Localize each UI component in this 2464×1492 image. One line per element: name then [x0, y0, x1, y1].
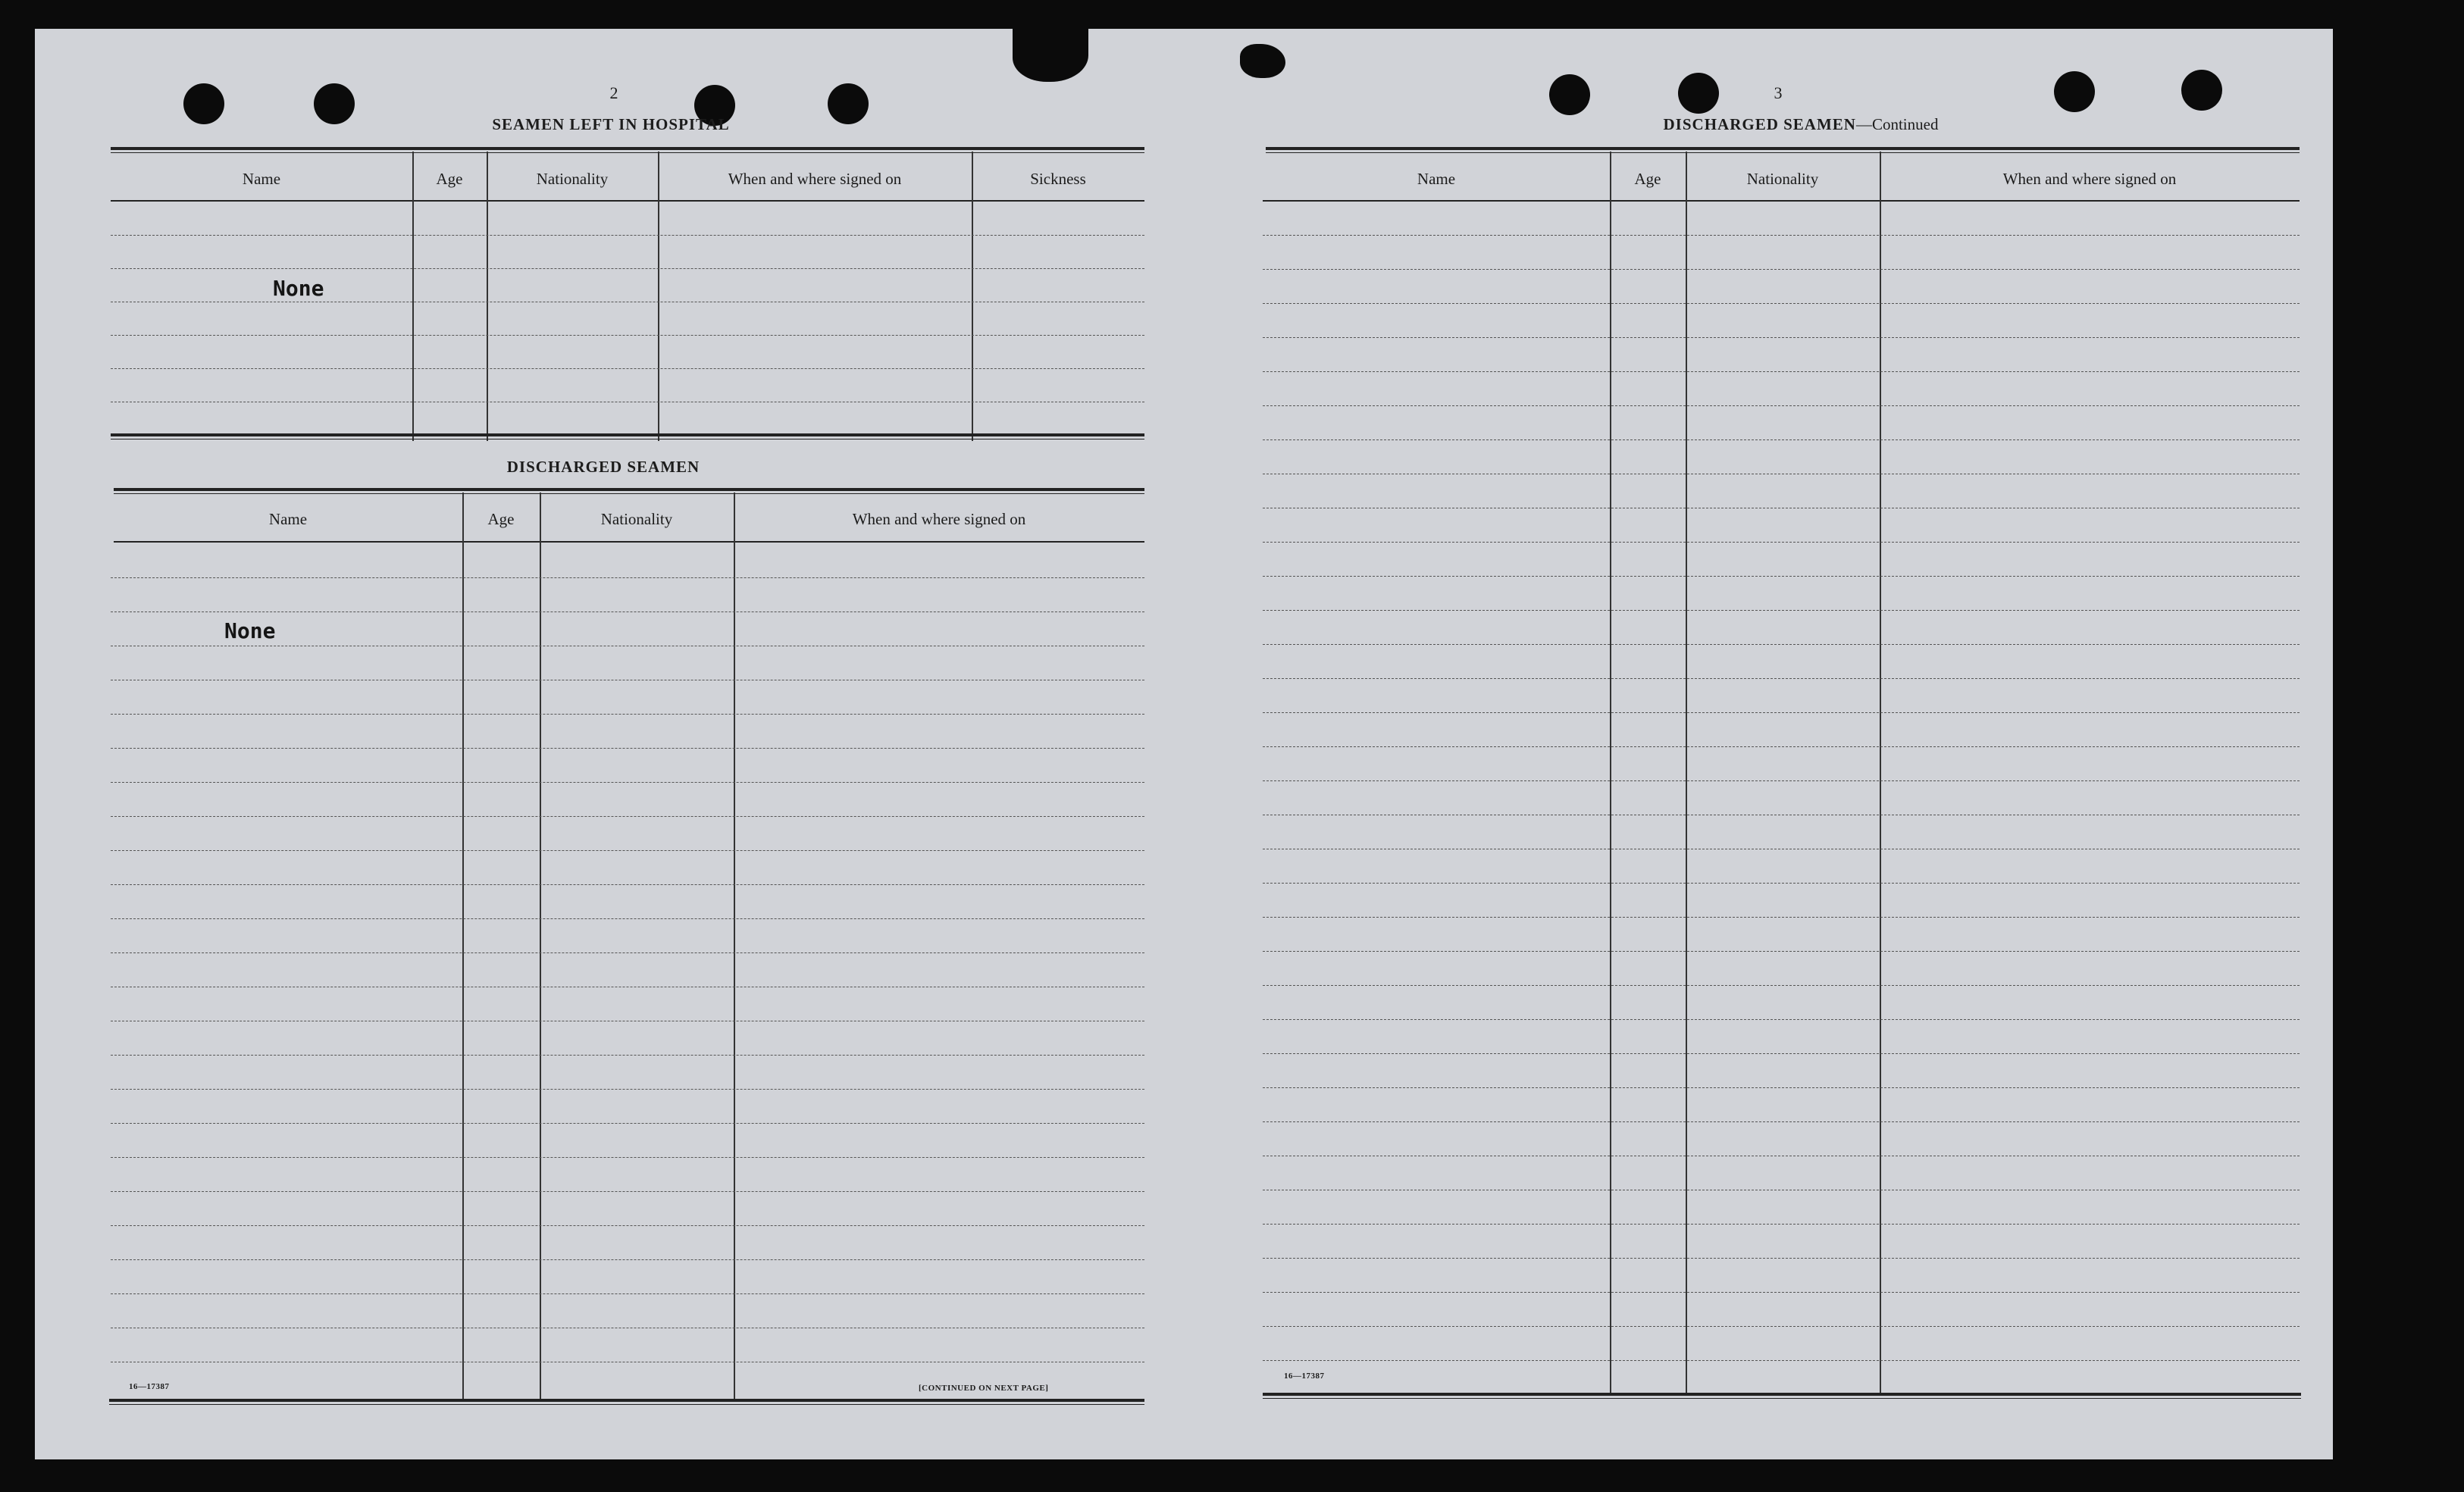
ruled-line — [1263, 917, 2300, 918]
column-header-name: Name — [1417, 169, 1456, 188]
ruled-line — [111, 1089, 1144, 1090]
torn-edge — [1240, 44, 1285, 78]
ruled-line — [1263, 780, 2300, 781]
column-header-signed-on: When and where signed on — [2002, 169, 2177, 188]
ruled-line — [1263, 883, 2300, 884]
discharged-continued-title-text: DISCHARGED SEAMEN — [1663, 115, 1856, 133]
ruled-line — [111, 235, 1144, 236]
header-rule — [111, 200, 1144, 202]
punch-hole — [314, 83, 355, 124]
header-rule — [114, 541, 1144, 543]
ruled-line — [1263, 269, 2300, 270]
ruled-line — [1263, 1326, 2300, 1327]
ruled-line — [1263, 371, 2300, 372]
header-rule — [1263, 200, 2300, 202]
punch-hole — [183, 83, 224, 124]
discharged-section-title: DISCHARGED SEAMEN — [506, 458, 700, 476]
discharged-none-entry: None — [224, 618, 276, 643]
ruled-line — [1263, 1360, 2300, 1361]
ruled-line — [1263, 1258, 2300, 1259]
ruled-line — [1263, 542, 2300, 543]
form-number-left: 16—17387 — [129, 1382, 170, 1391]
column-header-age: Age — [1634, 169, 1661, 188]
column-header-nationality: Nationality — [1746, 169, 1819, 188]
ruled-line — [111, 850, 1144, 851]
ruled-line — [1263, 712, 2300, 713]
ruled-line — [111, 714, 1144, 715]
punch-hole — [2054, 71, 2095, 112]
column-header-nationality: Nationality — [600, 509, 673, 528]
ruled-line — [111, 368, 1144, 369]
document-sheet — [35, 29, 2333, 1459]
ruled-line — [111, 918, 1144, 919]
continued-suffix: —Continued — [1855, 115, 1939, 133]
ruled-line — [111, 816, 1144, 817]
hospital-none-entry: None — [273, 276, 324, 301]
punch-hole — [828, 83, 869, 124]
punch-hole — [2181, 70, 2222, 111]
column-header-signed-on: When and where signed on — [852, 509, 1026, 528]
ruled-line — [1263, 985, 2300, 986]
column-divider — [1686, 152, 1687, 1394]
column-divider — [734, 493, 735, 1400]
ruled-line — [111, 1123, 1144, 1124]
page-number-right: 3 — [1774, 83, 1783, 102]
table-top-rule — [114, 488, 1144, 494]
ruled-line — [1263, 439, 2300, 440]
ruled-line — [1263, 303, 2300, 304]
column-divider — [540, 493, 541, 1400]
column-header-nationality: Nationality — [536, 169, 609, 188]
column-divider — [412, 152, 414, 441]
table-bottom-rule — [1263, 1393, 2301, 1399]
table-bottom-rule — [109, 1399, 1144, 1405]
discharged-continued-title — [1589, 115, 2013, 134]
column-header-signed-on: When and where signed on — [728, 169, 902, 188]
continued-note: [CONTINUED ON NEXT PAGE] — [919, 1384, 1049, 1393]
ruled-line — [1263, 951, 2300, 952]
table-top-rule — [1266, 147, 2300, 153]
ruled-line — [1263, 1292, 2300, 1293]
table-bottom-rule — [111, 433, 1144, 439]
ruled-line — [1263, 405, 2300, 406]
ruled-line — [111, 748, 1144, 749]
ruled-line — [111, 1259, 1144, 1260]
ruled-line — [111, 952, 1144, 953]
column-header-age: Age — [487, 509, 515, 528]
torn-edge — [1013, 29, 1088, 82]
column-header-sickness: Sickness — [1030, 169, 1086, 188]
ruled-line — [1263, 746, 2300, 747]
ruled-line — [111, 1055, 1144, 1056]
ruled-line — [111, 1157, 1144, 1158]
ruled-line — [1263, 1121, 2300, 1122]
ruled-line — [111, 1293, 1144, 1294]
ruled-line — [111, 1225, 1144, 1226]
ruled-line — [1263, 1053, 2300, 1054]
ruled-line — [1263, 235, 2300, 236]
column-divider — [658, 152, 659, 441]
ruled-line — [111, 335, 1144, 336]
form-number-right: 16—17387 — [1284, 1372, 1325, 1381]
table-top-rule — [111, 147, 1144, 153]
hospital-section-title: SEAMEN LEFT IN HOSPITAL — [492, 115, 730, 133]
column-header-name: Name — [268, 509, 308, 528]
column-header-name: Name — [242, 169, 281, 188]
punch-hole — [1549, 74, 1590, 115]
column-divider — [1610, 152, 1611, 1394]
ruled-line — [111, 884, 1144, 885]
ruled-line — [111, 268, 1144, 269]
punch-hole — [1678, 73, 1719, 114]
ruled-line — [1263, 1087, 2300, 1088]
ruled-line — [1263, 1019, 2300, 1020]
column-header-age: Age — [436, 169, 463, 188]
ruled-line — [1263, 644, 2300, 645]
page-number-left: 2 — [609, 83, 618, 102]
column-divider — [462, 493, 464, 1400]
ruled-line — [1263, 678, 2300, 679]
column-divider — [487, 152, 488, 441]
ruled-line — [111, 577, 1144, 578]
ruled-line — [1263, 1224, 2300, 1225]
ruled-line — [1263, 610, 2300, 611]
column-divider — [1880, 152, 1881, 1394]
ruled-line — [111, 1191, 1144, 1192]
ruled-line — [111, 782, 1144, 783]
column-divider — [972, 152, 973, 441]
ruled-line — [1263, 337, 2300, 338]
ruled-line — [1263, 576, 2300, 577]
